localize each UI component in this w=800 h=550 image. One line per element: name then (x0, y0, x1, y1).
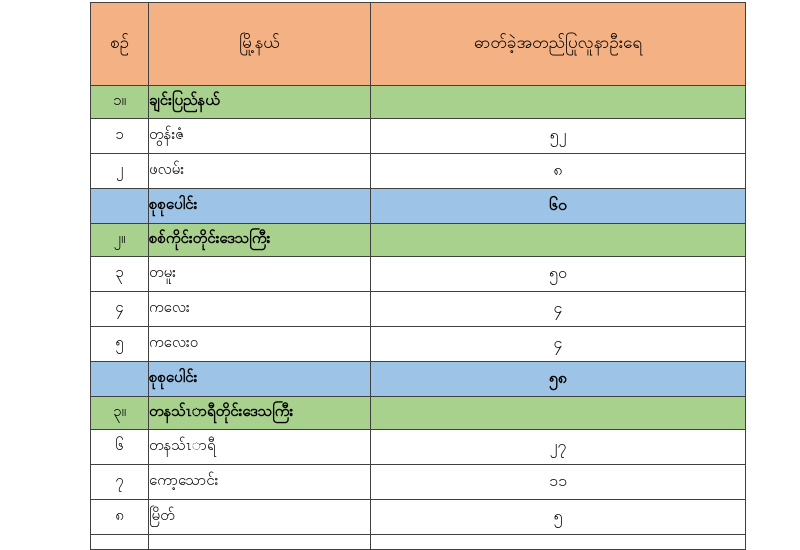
group-label: စစ်ကိုင်းတိုင်းဒေသကြီး (149, 224, 371, 257)
row-count: ၁၁ (371, 465, 746, 500)
row-township: မြိတ် (149, 500, 371, 535)
table-row (91, 154, 746, 189)
table-row (91, 327, 746, 362)
row-count: ၂၇ (371, 430, 746, 465)
row-township: ကော့သောင်း (149, 465, 371, 500)
covid-case-table (90, 2, 746, 550)
table-row-clipped (91, 535, 746, 550)
table-row (91, 430, 746, 465)
row-count: ၅၀ (371, 257, 746, 292)
row-count: ၅ (371, 500, 746, 535)
row-number: ၅ (91, 327, 149, 362)
row-count: ၄ (371, 292, 746, 327)
table-row (91, 500, 746, 535)
group-blank-cell (371, 397, 746, 430)
table-body (91, 86, 746, 550)
row-number: ၆ (91, 430, 149, 465)
row-township: တနသ်ၤာရီ (149, 430, 371, 465)
column-header-no: စဉ် (91, 3, 149, 86)
group-total-row (91, 189, 746, 224)
row-township: ကလေး (149, 292, 371, 327)
group-total-row (91, 362, 746, 397)
row-count: ၅၂ (371, 119, 746, 154)
table-row (91, 119, 746, 154)
group-blank-cell (371, 224, 746, 257)
row-number: ၇ (91, 465, 149, 500)
table-header (91, 3, 746, 86)
group-number: ၃။ (91, 397, 149, 430)
table-header-row (91, 3, 746, 86)
row-township: တွန်းဇံ (149, 119, 371, 154)
clipped-cell (371, 535, 746, 550)
group-label: ချင်းပြည်နယ် (149, 86, 371, 119)
row-township: တမူး (149, 257, 371, 292)
total-count: ၅၈ (371, 362, 746, 397)
row-number: ၃ (91, 257, 149, 292)
group-header-row (91, 86, 746, 119)
row-number: ၂ (91, 154, 149, 189)
total-blank-cell (91, 362, 149, 397)
row-township: ဖလမ်း (149, 154, 371, 189)
row-township: ကလေးဝ (149, 327, 371, 362)
clipped-cell (149, 535, 371, 550)
total-blank-cell (91, 189, 149, 224)
group-number: ၁။ (91, 86, 149, 119)
clipped-cell (91, 535, 149, 550)
group-number: ၂။ (91, 224, 149, 257)
table-row (91, 257, 746, 292)
group-header-row (91, 397, 746, 430)
column-header-township: မြို့နယ် (149, 3, 371, 86)
row-count: ၈ (371, 154, 746, 189)
table-row (91, 465, 746, 500)
group-label: တနသ်ၤာရီတိုင်းဒေသကြီး (149, 397, 371, 430)
group-blank-cell (371, 86, 746, 119)
row-count: ၄ (371, 327, 746, 362)
table-row (91, 292, 746, 327)
row-number: ၈ (91, 500, 149, 535)
total-label: စုစုပေါင်း (149, 189, 371, 224)
row-number: ၁ (91, 119, 149, 154)
total-count: ၆၀ (371, 189, 746, 224)
row-number: ၄ (91, 292, 149, 327)
group-header-row (91, 224, 746, 257)
column-header-count: ဓာတ်ခဲ့အတည်ပြုလူနာဦးရေ (371, 3, 746, 86)
total-label: စုစုပေါင်း (149, 362, 371, 397)
